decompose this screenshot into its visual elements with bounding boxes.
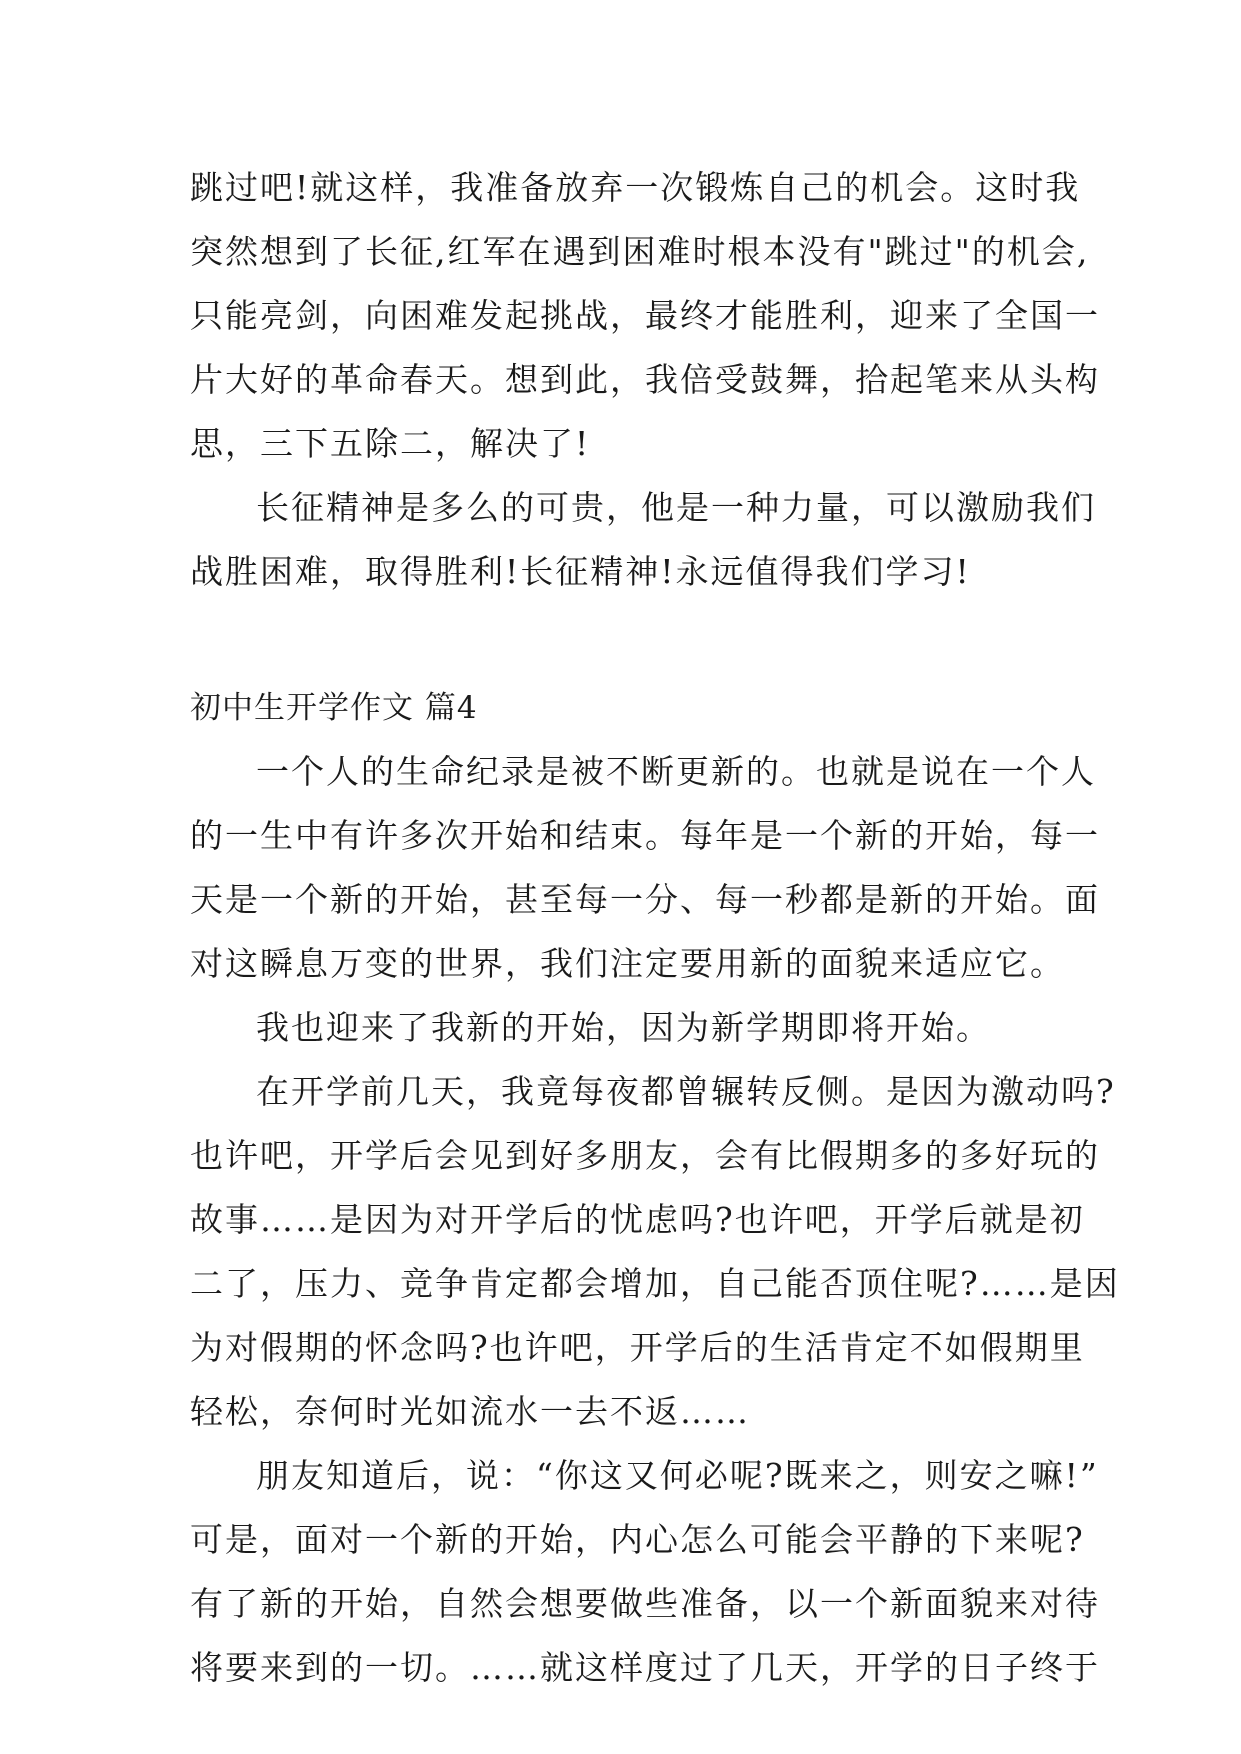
- section-title: 初中生开学作文 篇4: [190, 690, 478, 726]
- text-line: 天是一个新的开始，甚至每一分、每一秒都是新的开始。面: [190, 880, 1100, 919]
- paragraph: [190, 156, 1100, 476]
- text-line: 二了，压力、竞争肯定都会增加，自己能否顶住呢?……是因: [190, 1264, 1120, 1303]
- text-line: 有了新的开始，自然会想要做些准备，以一个新面貌来对待: [190, 1584, 1100, 1623]
- paragraph: [190, 476, 1096, 604]
- section-gap: [190, 604, 1050, 676]
- document-page: [190, 156, 1120, 1700]
- text-line: 对这瞬息万变的世界，我们注定要用新的面貌来适应它。: [190, 944, 1065, 983]
- paragraph: [190, 740, 1100, 996]
- paragraph: [190, 1060, 1120, 1444]
- paragraph: [190, 996, 1050, 1060]
- text-line: 的一生中有许多次开始和结束。每年是一个新的开始，每一: [190, 816, 1100, 855]
- text-line: 可是，面对一个新的开始，内心怎么可能会平静的下来呢?: [190, 1520, 1085, 1559]
- text-line: 一个人的生命纪录是被不断更新的。也就是说在一个人: [256, 752, 1096, 791]
- text-line: 将要来到的一切。……就这样度过了几天，开学的日子终于: [190, 1648, 1100, 1687]
- text-line: 跳过吧!就这样，我准备放弃一次锻炼自己的机会。这时我: [190, 168, 1081, 207]
- paragraph: [190, 1444, 1100, 1700]
- text-line: 片大好的革命春天。想到此，我倍受鼓舞，拾起笔来从头构: [190, 360, 1100, 399]
- text-line: 轻松，奈何时光如流水一去不返……: [190, 1392, 750, 1431]
- text-line: 突然想到了长征,红军在遇到困难时根本没有"跳过"的机会,: [190, 232, 1090, 271]
- text-line: 战胜困难，取得胜利!长征精神!永远值得我们学习!: [190, 552, 971, 591]
- text-line: 也许吧，开学后会见到好多朋友，会有比假期多的多好玩的: [190, 1136, 1100, 1175]
- text-line: 在开学前几天，我竟每夜都曾辗转反侧。是因为激动吗?: [256, 1072, 1116, 1111]
- text-line: 只能亮剑，向困难发起挑战，最终才能胜利，迎来了全国一: [190, 296, 1100, 335]
- text-line: 思，三下五除二，解决了!: [190, 424, 591, 463]
- text-line: 我也迎来了我新的开始，因为新学期即将开始。: [256, 1008, 991, 1047]
- text-line: 故事……是因为对开学后的忧虑吗?也许吧，开学后就是初: [190, 1200, 1085, 1239]
- text-line: 长征精神是多么的可贵，他是一种力量，可以激励我们: [256, 488, 1096, 527]
- text-line: 为对假期的怀念吗?也许吧，开学后的生活肯定不如假期里: [190, 1328, 1085, 1367]
- text-line: 朋友知道后，说：“你这又何必呢?既来之，则安之嘛!”: [256, 1456, 1099, 1495]
